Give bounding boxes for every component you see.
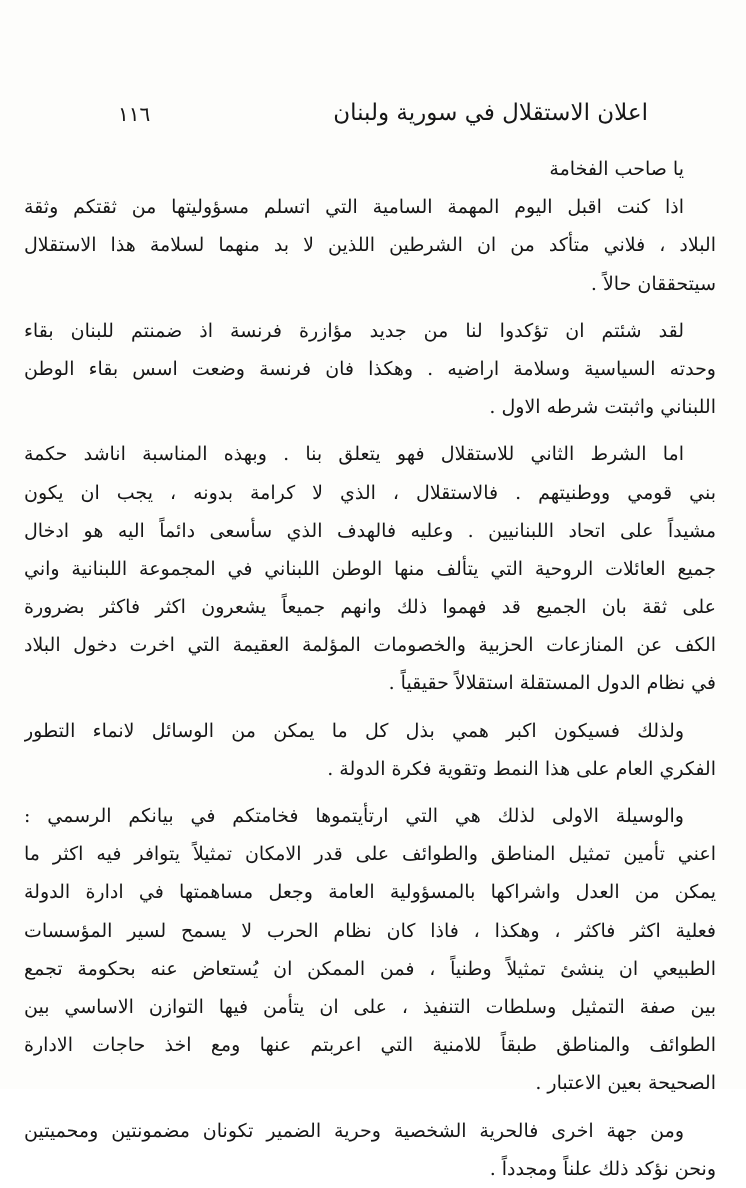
text-line: لقد شئتم ان تؤكدوا لنا من جديد مؤازرة فرنسة اذ ضمنتم للبنان بقاء bbox=[24, 319, 684, 342]
text-line: الطبيعي ان ينشئ تمثيلاً وطنياً ، فمن الممكن ان يُستعاض عنه بحكومة تجمع bbox=[24, 957, 716, 980]
text-line: بني قومي ووطنيتهم . فالاستقلال ، الذي لا كرامة بدونه ، يجب ان يكون bbox=[24, 481, 716, 504]
text-line: البلاد ، فلاني متأكد من ان الشرطين اللذين لا بد منهما لسلامة هذا الاستقلال bbox=[24, 234, 716, 257]
text-line: جميع العائلات الروحية التي يتألف منها الوطن اللبناني في المجموعة اللبنانية واني bbox=[24, 557, 716, 580]
text-line: اما الشرط الثاني للاستقلال فهو يتعلق بنا . وبهذه المناسبة اناشد حكمة bbox=[24, 443, 684, 466]
paragraph-5 bbox=[24, 797, 716, 1103]
text-line: الصحيحة بعين الاعتبار . bbox=[535, 1072, 716, 1095]
text-line: الطوائف والمناطق طبقاً للامنية التي اعربتم عنها ومع اخذ حاجات الادارة bbox=[24, 1034, 716, 1057]
text-line: ونحن نؤكد ذلك علناً ومجدداً . bbox=[489, 1157, 716, 1180]
text-line: ومن جهة اخرى فالحرية الشخصية وحرية الضمير تكونان مضمونتين ومحميتين bbox=[24, 1119, 684, 1142]
text-line: فعلية اكثر فاكثر ، وهكذا ، فاذا كان نظام الحرب لا يسمح لسير المؤسسات bbox=[24, 919, 716, 942]
text-line: سيتحققان حالاً . bbox=[590, 272, 716, 295]
text-line: بين صفة التمثيل وسلطات التنفيذ ، على ان يتأمن فيها التوازن الاساسي بين bbox=[24, 995, 716, 1018]
page-header bbox=[118, 100, 708, 134]
paragraph-4 bbox=[24, 712, 716, 788]
paragraph-1 bbox=[24, 188, 716, 303]
text-line: على ثقة بان الجميع قد فهموا ذلك وانهم جميعاً يشعرون اكثر فاكثر بضرورة bbox=[24, 596, 716, 619]
text-line: ولذلك فسيكون اكبر همي بذل كل ما يمكن من الوسائل لانماء التطور bbox=[24, 719, 684, 742]
paragraph-2 bbox=[24, 312, 716, 427]
page-number: ١١٦ bbox=[118, 102, 151, 126]
text-line: وحدته السياسية وسلامة اراضيه . وهكذا فان فرنسة وضعت اسس بقاء الوطن bbox=[24, 357, 716, 380]
paragraph-6 bbox=[24, 1112, 716, 1188]
text-line: اذا كنت اقبل اليوم المهمة السامية التي اتسلم مسؤوليتها من ثقتكم وثقة bbox=[24, 196, 684, 219]
text-line: والوسيلة الاولى لذلك هي التي ارتأيتموها فخامتكم في بيانكم الرسمي : bbox=[24, 805, 684, 827]
text-line: الكف عن المنازعات الحزبية والخصومات المؤلمة العقيمة التي اخرت دخول البلاد bbox=[24, 634, 716, 657]
paragraph-3 bbox=[24, 435, 716, 702]
text-line: الفكري العام على هذا النمط وتقوية فكرة الدولة . bbox=[327, 757, 716, 780]
running-title: اعلان الاستقلال في سورية ولبنان bbox=[333, 100, 648, 126]
salutation: يا صاحب الفخامة bbox=[549, 158, 684, 180]
text-line: اعني تأمين تمثيل المناطق والطوائف على قدر الامكان تمثيلاً يتوافر فيه اكثر ما bbox=[24, 843, 716, 866]
body-text bbox=[24, 150, 716, 1188]
text-line: في نظام الدول المستقلة استقلالاً حقيقياً . bbox=[388, 672, 716, 695]
text-line: مشيداً على اتحاد اللبنانيين . وعليه فالهدف الذي سأسعى دائماً اليه هو ادخال bbox=[24, 519, 716, 542]
text-line: اللبناني واثبتت شرطه الاول . bbox=[489, 396, 716, 419]
text-line: يمكن من العدل واشراكها بالمسؤولية العامة وجعل مساهمتها في ادارة الدولة bbox=[24, 881, 716, 904]
